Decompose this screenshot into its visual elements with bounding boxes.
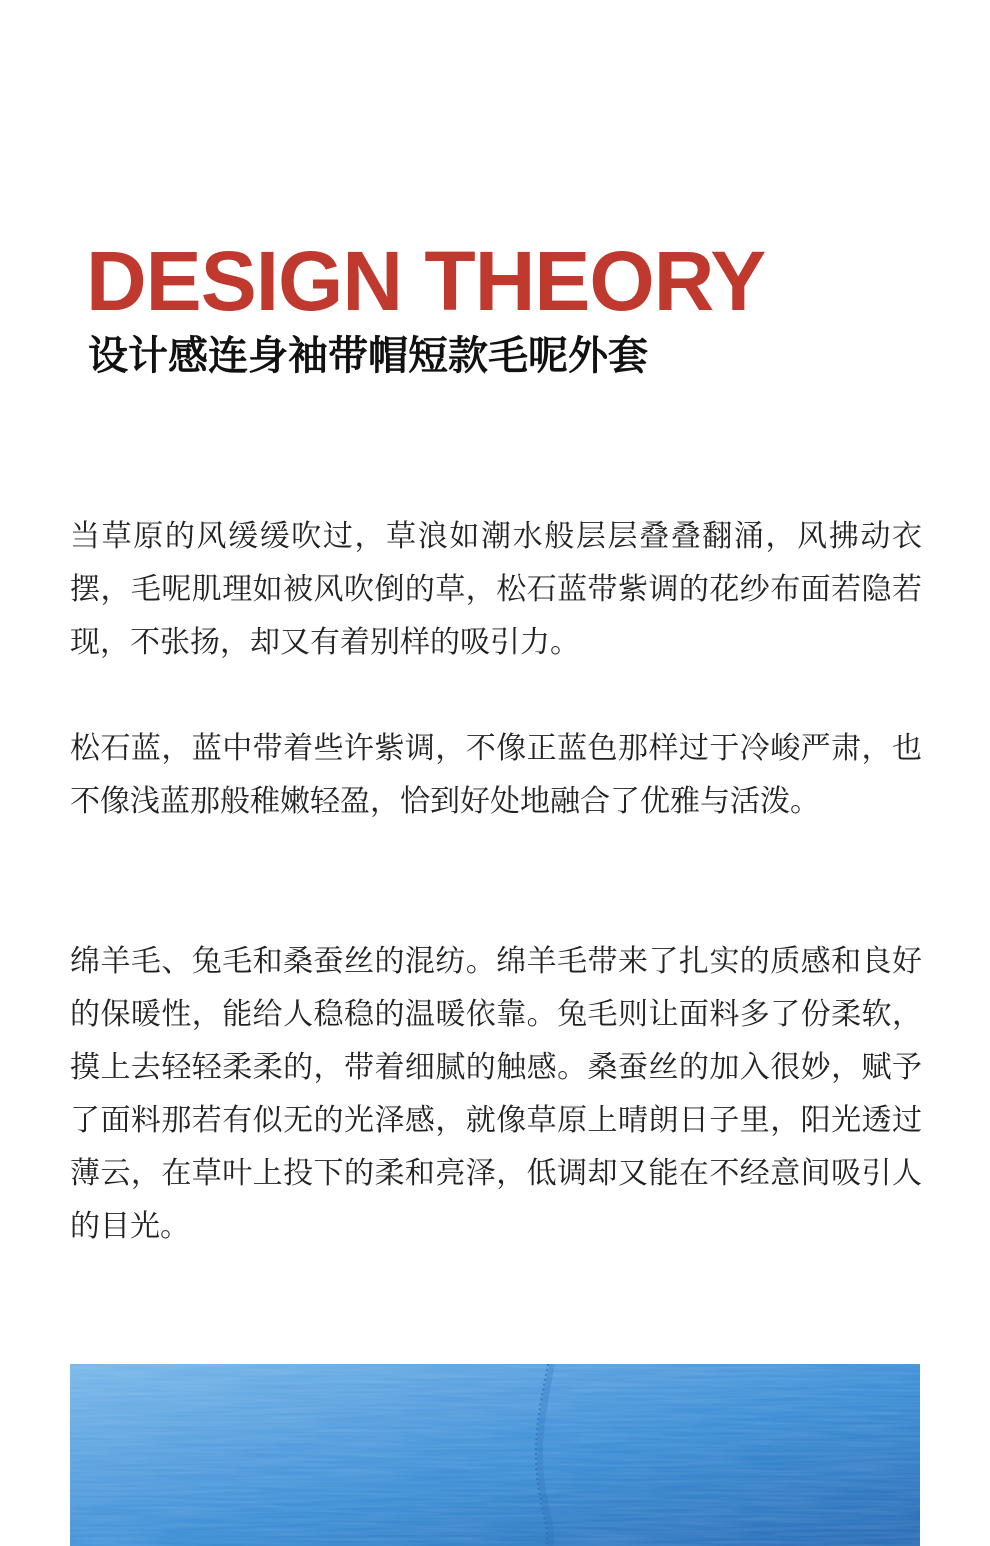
title-english: DESIGN THEORY: [86, 234, 766, 328]
title-chinese: 设计感连身袖带帽短款毛呢外套: [88, 333, 648, 379]
paragraph-color: 松石蓝，蓝中带着些许紫调，不像正蓝色那样过于冷峻严肃，也不像浅蓝那般稚嫩轻盈，恰到好处地融合了优雅与活泼。: [70, 731, 922, 819]
fabric-texture-image: [70, 1364, 920, 1546]
paragraph-intro: 当草原的风缓缓吹过，草浪如潮水般层层叠叠翻涌，风拂动衣摆，毛呢肌理如被风吹倒的草，松石蓝带紫调的花纱布面若隐若现，不张扬，却又有着别样的吸引力。: [70, 519, 922, 660]
fabric-fibers: [70, 1364, 920, 1546]
fabric-texture-icon: [70, 1364, 920, 1546]
paragraph-material: 绵羊毛、兔毛和桑蚕丝的混纺。绵羊毛带来了扎实的质感和良好的保暖性，能给人稳稳的温暖依靠。兔毛则让面料多了份柔软，摸上去轻轻柔柔的，带着细腻的触感。桑蚕丝的加入很妙，赋予了面料那若有似无的光泽感，就像草原上晴朗日子里，阳光透过薄云，在草叶上投下的柔和亮泽，低调却又能在不经意间吸引人的目光。: [70, 944, 922, 1244]
